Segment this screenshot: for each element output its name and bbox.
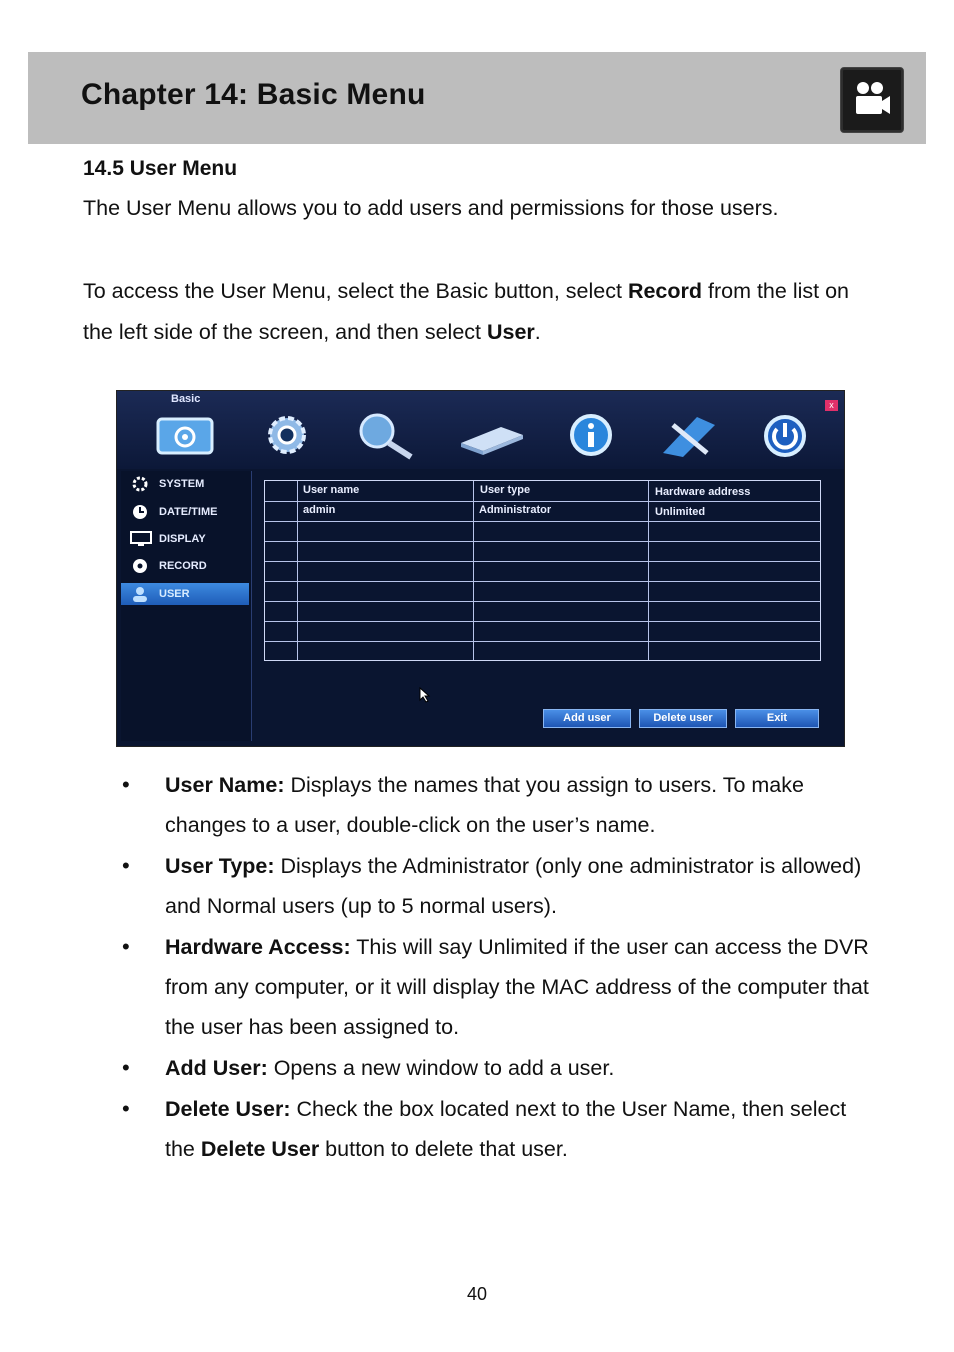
user-table: [264, 480, 821, 661]
close-icon[interactable]: x: [825, 400, 838, 411]
add-user-button[interactable]: Add user: [543, 709, 631, 728]
video-camera-icon: [840, 67, 904, 133]
exit-button[interactable]: Exit: [735, 709, 819, 728]
intro-paragraph: The User Menu allows you to add users and permissions for those users.: [83, 196, 779, 220]
column-header-user-type[interactable]: User type: [480, 484, 531, 496]
table-divider: [648, 481, 649, 660]
bullet-text: button to delete that user.: [319, 1137, 568, 1161]
hdd-icon[interactable]: [457, 413, 527, 459]
monitor-icon: [129, 531, 153, 547]
table-divider: [265, 501, 820, 502]
bullet: •: [122, 772, 130, 797]
bullet-text: Displays the names that you assign to users. To make changes to a user, double-click on the user’s name.: [165, 773, 804, 837]
column-header-hardware-address[interactable]: Hardware address: [655, 486, 751, 498]
table-divider: [265, 561, 820, 562]
bullet-term: Add User:: [165, 1056, 268, 1080]
chapter-title: Chapter 14: Basic Menu: [81, 78, 426, 111]
dvr-window-title: Basic: [171, 393, 201, 405]
sidebar-item-label: DATE/TIME: [159, 506, 218, 518]
table-divider: [265, 541, 820, 542]
sidebar-item-user[interactable]: [121, 583, 249, 605]
list-item: [122, 927, 882, 1047]
bullet-text: Check the box located next to the User Name, then select the: [165, 1097, 847, 1161]
bullet-term: Hardware Access:: [165, 935, 351, 959]
gear-icon[interactable]: [257, 413, 317, 459]
mouse-cursor-icon: [419, 687, 431, 703]
table-divider: [265, 581, 820, 582]
access-text-3: .: [534, 320, 541, 344]
list-item: [122, 846, 882, 926]
table-divider: [265, 621, 820, 622]
table-cell-user-type[interactable]: Administrator: [479, 504, 552, 516]
sidebar-item-date-time[interactable]: [121, 501, 249, 523]
basic-icon[interactable]: [155, 413, 215, 459]
dvr-sidebar: [121, 471, 252, 741]
search-icon[interactable]: [355, 413, 425, 461]
sidebar-item-label: DISPLAY: [159, 533, 206, 545]
sidebar-item-record[interactable]: [121, 555, 249, 577]
sidebar-item-label: RECORD: [159, 560, 207, 572]
bullet-text: Opens a new window to add a user.: [267, 1056, 615, 1080]
sidebar-item-label: SYSTEM: [159, 478, 205, 490]
table-divider: [265, 641, 820, 642]
chapter-header: [28, 52, 926, 144]
table-cell-hardware-address[interactable]: Unlimited: [655, 506, 706, 518]
power-icon[interactable]: [755, 413, 815, 459]
bullet-text: Displays the Administrator (only one administrator is allowed) and Normal users (up to 5 normal users).: [165, 854, 862, 918]
dvr-toolbar: [117, 391, 844, 469]
info-icon[interactable]: [561, 413, 621, 459]
table-divider: [297, 481, 298, 660]
bullet-text: This will say Unlimited if the user can access the DVR from any computer, or it will display the MAC address of the computer that the user has been assigned to.: [165, 935, 869, 1039]
bullet: •: [122, 1096, 130, 1121]
bullet-term: User Name:: [165, 773, 285, 797]
dvr-user-menu-screenshot: [116, 390, 845, 747]
table-divider: [473, 481, 474, 660]
bullet: •: [122, 853, 130, 878]
bullet-term: Delete User:: [165, 1097, 291, 1121]
column-header-user-name[interactable]: User name: [303, 484, 360, 496]
record-icon: [129, 558, 151, 574]
clock-icon: [129, 504, 151, 520]
sidebar-item-label: USER: [159, 588, 190, 600]
table-divider: [265, 521, 820, 522]
list-item: [122, 1089, 882, 1169]
bullet: •: [122, 934, 130, 959]
page-number: 40: [466, 1284, 488, 1304]
list-item: [122, 765, 882, 845]
bullet: •: [122, 1055, 130, 1080]
table-divider: [265, 601, 820, 602]
sidebar-item-system[interactable]: [121, 473, 249, 495]
user-icon: [129, 586, 151, 602]
gear-icon: [129, 476, 151, 492]
list-item: [122, 1048, 882, 1088]
sidebar-item-display[interactable]: [121, 528, 249, 550]
table-cell-user-name[interactable]: admin: [303, 504, 336, 516]
access-text-2: from the list on the left side of the screen, and then select: [83, 279, 849, 344]
delete-user-term: Delete User: [200, 1137, 320, 1161]
section-heading: 14.5 User Menu: [83, 157, 238, 180]
user-term: User: [486, 320, 535, 344]
bullet-term: User Type:: [165, 854, 275, 878]
access-text-1: To access the User Menu, select the Basic button, select: [83, 279, 628, 303]
field-description-list: [122, 765, 882, 1170]
access-paragraph: [83, 271, 883, 353]
tools-icon[interactable]: [657, 413, 721, 459]
delete-user-button[interactable]: Delete user: [639, 709, 727, 728]
record-term: Record: [627, 279, 703, 303]
